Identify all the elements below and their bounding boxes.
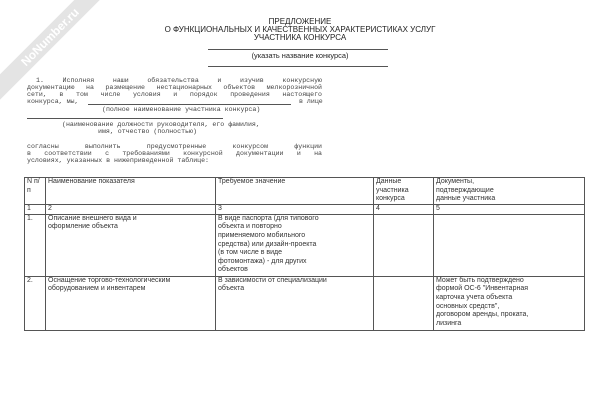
paragraph-line: конкурса, мы, bbox=[27, 98, 79, 105]
row-number: 2. bbox=[25, 276, 46, 330]
contest-name-line bbox=[208, 49, 388, 50]
agree-line: согласны выполнить предусмотренные конкурсом функции bbox=[27, 143, 322, 150]
participant-caption: (полное наименование участника конкурса) bbox=[102, 106, 261, 113]
agree-line: условиях, указанных в нижеприведенной таблице: bbox=[27, 157, 210, 164]
indicator-name: Оснащение торгово-технологическим оборудованием и инвентарем bbox=[46, 276, 216, 330]
column-number: 4 bbox=[374, 204, 434, 214]
agree-line: в соответствии с требованиями конкурсной документации и на bbox=[27, 150, 322, 157]
column-number: 2 bbox=[46, 204, 216, 214]
header-cell: Данные участника конкурса bbox=[374, 178, 434, 205]
participant-data bbox=[374, 276, 434, 330]
indicator-name: Описание внешнего вида и оформление объекта bbox=[46, 214, 216, 276]
paragraph-line: сети, в том числе условия и порядок проведения настоящего bbox=[27, 91, 322, 98]
column-number: 3 bbox=[216, 204, 374, 214]
watermark: NoNumber.ru bbox=[0, 0, 113, 100]
paragraph-line: документацию на размещение нестационарных объектов мелкорозничной bbox=[27, 84, 322, 91]
header-cell: N п/п bbox=[25, 178, 46, 205]
head-caption-2: имя, отчество (полностью) bbox=[98, 128, 197, 135]
confirming-documents bbox=[434, 214, 585, 276]
participant-name-line bbox=[88, 104, 291, 105]
paragraph-line: в лице bbox=[299, 98, 323, 105]
characteristics-table bbox=[24, 177, 585, 331]
confirming-documents: Может быть подтверждено формой ОС-6 "Инвентарная карточка учета объекта основных средств", договором аренды, проката, лизинга bbox=[434, 276, 585, 330]
head-caption: (наименование должности руководителя, его фамилия, bbox=[62, 121, 260, 128]
participant-data bbox=[374, 214, 434, 276]
head-name-line bbox=[27, 118, 223, 119]
row-number: 1. bbox=[25, 214, 46, 276]
doc-subtitle-2: УЧАСТНИКА КОНКУРСА bbox=[253, 33, 347, 42]
table-row bbox=[25, 214, 585, 276]
contest-caption: (указать название конкурса) bbox=[251, 51, 349, 60]
column-number: 5 bbox=[434, 204, 585, 214]
required-value: В зависимости от специализации объекта bbox=[216, 276, 374, 330]
paragraph-line: 1. Исполняя наши обязательства и изучив конкурсную bbox=[36, 77, 322, 84]
table-row bbox=[25, 276, 585, 330]
table-header-row bbox=[25, 178, 585, 205]
doc-title: ПРЕДЛОЖЕНИЕ bbox=[268, 17, 332, 26]
header-cell: Требуемое значение bbox=[216, 178, 374, 205]
contest-name-line-2 bbox=[208, 66, 388, 67]
header-cell: Наименование показателя bbox=[46, 178, 216, 205]
required-value: В виде паспорта (для типового объекта и повторно применяемого мобильного средства) или дизайн-проекта (в том числе в виде фотомонтажа) - для других объектов bbox=[216, 214, 374, 276]
column-number-row bbox=[25, 204, 585, 214]
header-cell: Документы, подтверждающие данные участника bbox=[434, 178, 585, 205]
column-number: 1 bbox=[25, 204, 46, 214]
doc-subtitle: О ФУНКЦИОНАЛЬНЫХ И КАЧЕСТВЕННЫХ ХАРАКТЕРИСТИКАХ УСЛУГ bbox=[164, 25, 436, 34]
